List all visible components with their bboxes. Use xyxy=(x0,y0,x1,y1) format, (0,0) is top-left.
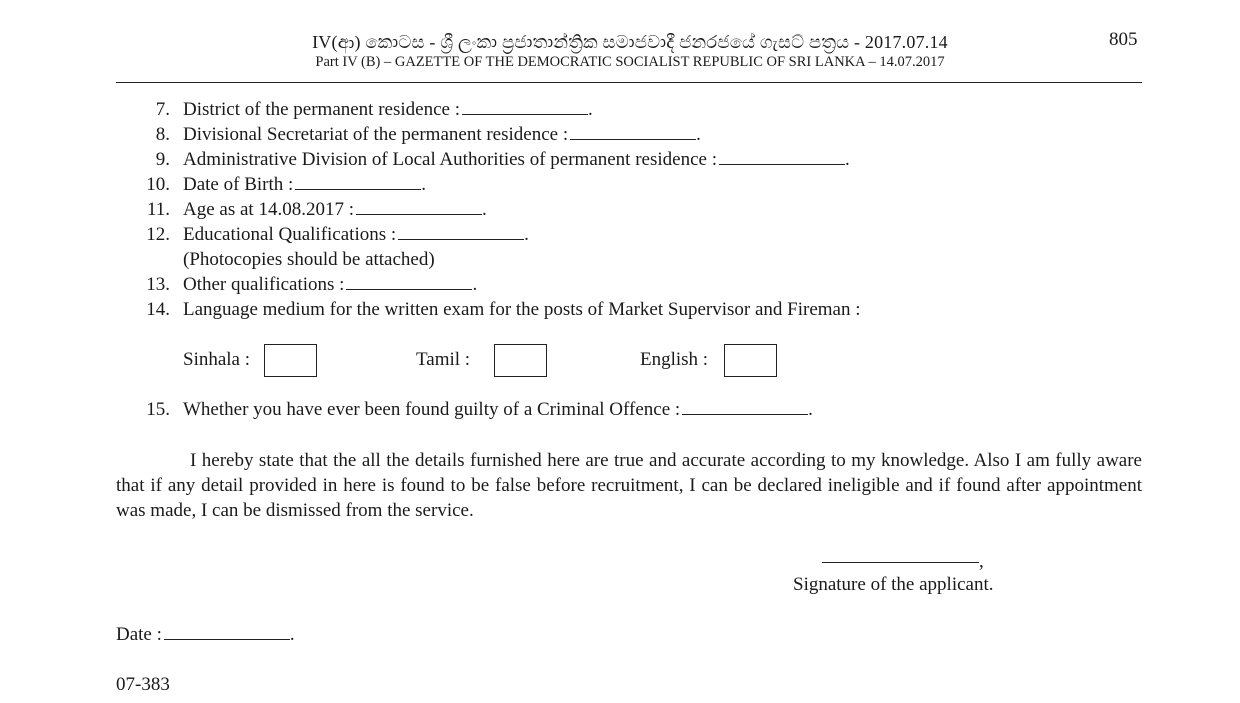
fill-in-line[interactable] xyxy=(719,154,845,165)
item-label: District of the permanent residence : . xyxy=(183,99,593,120)
item-label: Date of Birth : . xyxy=(183,174,427,195)
item-number: 8. xyxy=(155,124,170,145)
fill-in-line[interactable] xyxy=(570,129,696,140)
reference-number: 07-383 xyxy=(116,674,170,695)
fill-in-line[interactable] xyxy=(398,229,524,240)
item-label: Language medium for the written exam for the posts of Market Supervisor and Fireman : xyxy=(183,299,861,320)
checkbox-sinhala[interactable] xyxy=(264,344,317,377)
fill-in-line[interactable] xyxy=(295,179,421,190)
item-number: 14. xyxy=(146,299,170,320)
item-number: 13. xyxy=(146,274,170,295)
fill-in-line[interactable] xyxy=(356,204,482,215)
signature-line[interactable] xyxy=(822,562,979,563)
option-label-tamil: Tamil : xyxy=(416,349,471,370)
item-label: Educational Qualifications : . xyxy=(183,224,529,245)
checkbox-tamil[interactable] xyxy=(494,344,547,377)
item-number: 7. xyxy=(155,99,170,120)
option-label-sinhala: Sinhala : xyxy=(183,349,251,370)
fill-in-line[interactable] xyxy=(682,404,808,415)
item-label: Age as at 14.08.2017 : . xyxy=(183,199,487,220)
item-number: 12. xyxy=(146,224,170,245)
item-note: (Photocopies should be attached) xyxy=(183,249,435,270)
date-field: Date : . xyxy=(116,624,295,645)
header-rule xyxy=(116,82,1142,83)
gazette-header-english: Part IV (B) – GAZETTE OF THE DEMOCRATIC SOCIALIST REPUBLIC OF SRI LANKA – 14.07.2017 xyxy=(315,54,945,70)
fill-in-line[interactable] xyxy=(462,104,588,115)
item-label: Whether you have ever been found guilty of a Criminal Offence : . xyxy=(183,399,813,420)
item-label: Divisional Secretariat of the permanent residence : . xyxy=(183,124,701,145)
item-label: Administrative Division of Local Authorities of permanent residence : . xyxy=(183,149,850,170)
item-number: 10. xyxy=(146,174,170,195)
item-number: 11. xyxy=(146,199,170,220)
declaration-paragraph: I hereby state that the all the details furnished here are true and accurate according to my knowledge. Also I am fully aware that if any detail provided in here is found to be false before recruitment, I can be declared ineligible and if found after appointment was made, I can be dismissed from the service. xyxy=(116,450,1142,521)
fill-in-line[interactable] xyxy=(346,279,472,290)
signature-label: Signature of the applicant. xyxy=(793,574,994,595)
item-label: Other qualifications : . xyxy=(183,274,478,295)
item-number: 15. xyxy=(146,399,170,420)
gazette-header-sinhala: IV(ආ) කොටස - ශ්‍රී ලංකා ප්‍රජාතාන්ත්‍රික සමාජවාදී ජනරජයේ ගැසට් පත්‍රය - 2017.07.14 xyxy=(312,32,948,52)
checkbox-english[interactable] xyxy=(724,344,777,377)
date-fill-in-line[interactable] xyxy=(164,629,290,640)
option-label-english: English : xyxy=(640,349,709,370)
signature-comma: , xyxy=(979,551,984,572)
item-number: 9. xyxy=(155,149,170,170)
page-number: 805 xyxy=(1109,29,1138,50)
